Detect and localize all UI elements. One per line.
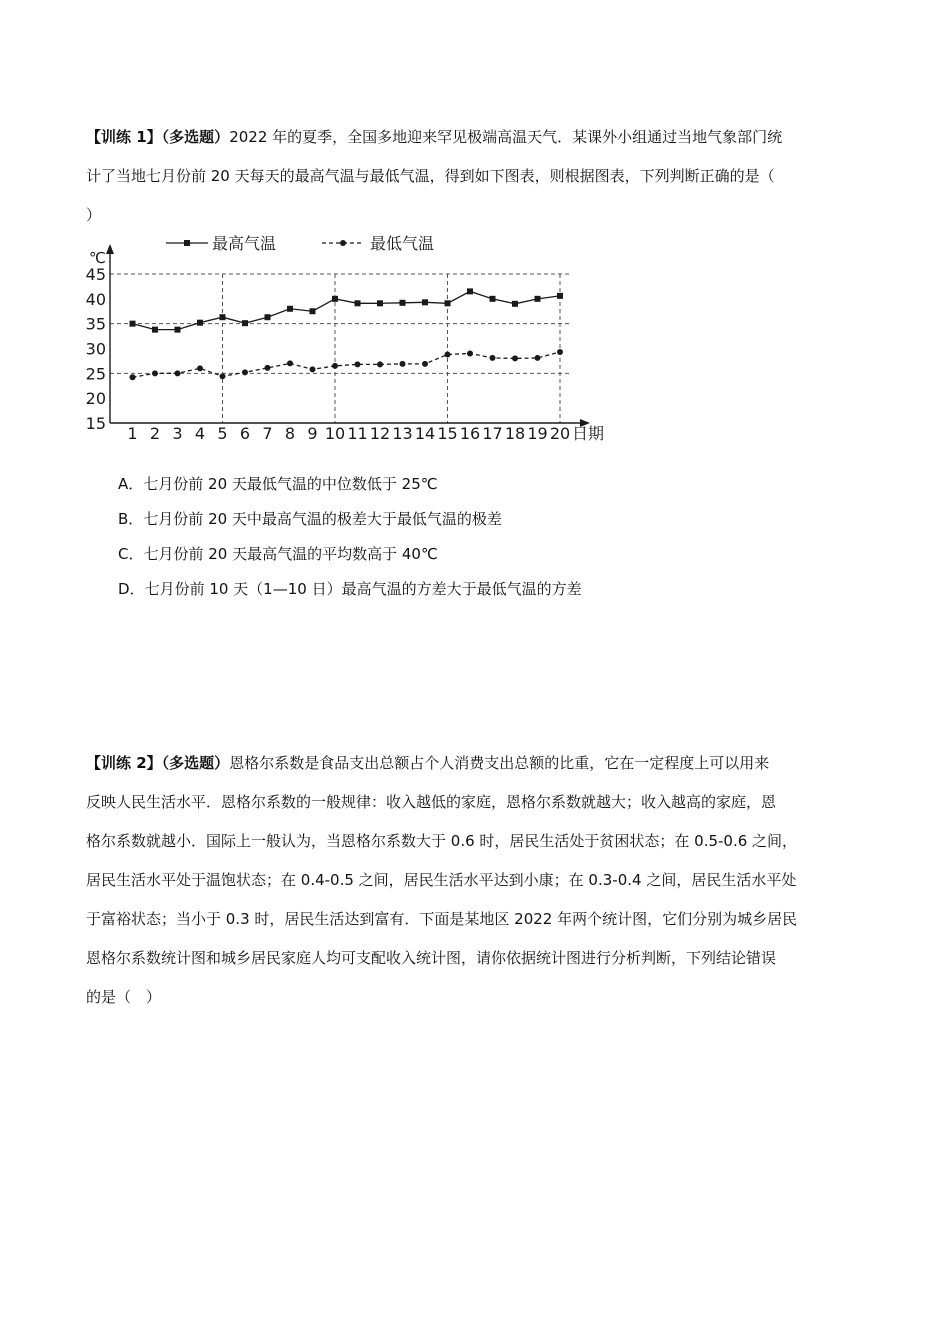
temperature-chart xyxy=(86,226,606,451)
x-tick-label-16: 16 xyxy=(459,424,481,443)
question-2-tag: （多选题） xyxy=(161,754,230,772)
series-2-point-15 xyxy=(445,351,451,357)
question-1-line-3: ） xyxy=(86,206,102,224)
x-tick-label-14: 14 xyxy=(414,424,436,443)
question-1-label: 【训练 1】 xyxy=(86,128,162,146)
question-2-line-4: 居民生活水平处于温饱状态；在 0.4-0.5 之间，居民生活水平达到小康；在 0.3-0.4 之间，居民生活水平处 xyxy=(86,871,797,889)
question-2-stem xyxy=(86,744,866,1017)
question-2-text-1: 恩格尔系数是食品支出总额占个人消费支出总额的比重，它在一定程度上可以用来 xyxy=(229,754,770,772)
question-2-label: 【训练 2】 xyxy=(86,754,162,772)
y-axis-arrow xyxy=(106,244,114,254)
question-2-line-7: 的是（ ） xyxy=(86,988,162,1006)
x-tick-label-9: 9 xyxy=(307,424,318,443)
legend-marker-1 xyxy=(184,240,190,246)
series-2-point-9 xyxy=(310,366,316,372)
series-1-point-20 xyxy=(557,293,563,299)
option-c[interactable] xyxy=(118,537,818,572)
series-1-point-13 xyxy=(400,300,406,306)
x-tick-label-17: 17 xyxy=(482,424,503,443)
series-2-point-12 xyxy=(377,361,383,367)
question-2-line-6: 恩格尔系数统计图和城乡居民家庭人均可支配收入统计图，请你依据统计图进行分析判断，下列结论错误 xyxy=(86,949,777,967)
option-c-text: 七月份前 20 天最高气温的平均数高于 40℃ xyxy=(143,545,438,563)
y-tick-label-20: 20 xyxy=(86,389,106,409)
series-2-point-19 xyxy=(535,355,541,361)
question-1-line-2: 计了当地七月份前 20 天每天的最高气温与最低气温，得到如下图表，则根据图表，下列判断正确的是（ xyxy=(86,167,775,185)
x-tick-label-12: 12 xyxy=(369,424,391,443)
x-tick-label-19: 19 xyxy=(527,424,548,443)
question-1-options xyxy=(118,467,818,607)
series-2-point-11 xyxy=(355,361,361,367)
y-tick-label-30: 30 xyxy=(86,339,106,359)
temperature-chart-svg xyxy=(86,226,606,451)
y-tick-label-15: 15 xyxy=(86,414,106,433)
option-a-letter: A． xyxy=(118,475,144,493)
y-tick-label-45: 45 xyxy=(86,265,106,284)
series-1-point-14 xyxy=(422,299,428,305)
series-2-point-8 xyxy=(287,360,293,366)
legend-marker-2 xyxy=(340,240,346,246)
series-2-point-4 xyxy=(197,365,203,371)
y-tick-label-40: 40 xyxy=(86,289,106,309)
series-1-point-7 xyxy=(265,314,271,320)
question-2-line-2: 反映人民生活水平．恩格尔系数的一般规律：收入越低的家庭，恩格尔系数就越大；收入越高的家庭，恩 xyxy=(86,793,777,811)
question-2-line-1 xyxy=(86,744,866,783)
x-tick-label-18: 18 xyxy=(504,424,526,443)
series-1-point-19 xyxy=(535,296,541,302)
x-tick-label-3: 3 xyxy=(172,424,183,443)
option-a[interactable] xyxy=(118,467,818,502)
series-1-point-18 xyxy=(512,301,518,307)
question-2-line-3: 格尔系数就越小．国际上一般认为，当恩格尔系数大于 0.6 时，居民生活处于贫困状态；在 0.5-0.6 之间， xyxy=(86,832,798,850)
x-tick-label-13: 13 xyxy=(392,424,413,443)
series-1-point-1 xyxy=(130,321,136,327)
series-1-point-5 xyxy=(220,314,226,320)
option-a-text: 七月份前 20 天最低气温的中位数低于 25℃ xyxy=(143,475,438,493)
series-2-point-20 xyxy=(557,349,563,355)
series-1-point-16 xyxy=(467,288,473,294)
series-1-point-10 xyxy=(332,296,338,302)
series-2-point-2 xyxy=(152,370,158,376)
series-1-point-9 xyxy=(310,308,316,314)
option-d-letter: D． xyxy=(118,580,145,598)
x-tick-label-11: 11 xyxy=(347,424,368,443)
question-1-tag: （多选题） xyxy=(161,128,230,146)
x-tick-label-8: 8 xyxy=(284,424,296,443)
series-1-point-6 xyxy=(242,320,248,326)
series-1-point-2 xyxy=(152,327,158,333)
series-2-point-14 xyxy=(422,361,428,367)
series-2-point-10 xyxy=(332,363,338,369)
series-1-point-4 xyxy=(197,320,203,326)
x-tick-label-6: 6 xyxy=(239,424,251,443)
series-2-point-7 xyxy=(265,365,271,371)
option-d[interactable] xyxy=(118,572,818,607)
x-tick-label-4: 4 xyxy=(194,424,206,443)
series-1-point-17 xyxy=(490,296,496,302)
legend-label-2: 最低气温 xyxy=(370,234,435,253)
series-2-point-18 xyxy=(512,355,518,361)
question-1-line-1 xyxy=(86,118,866,157)
y-tick-label-35: 35 xyxy=(86,314,106,334)
series-1-point-3 xyxy=(175,327,181,333)
x-axis-label: 日期 xyxy=(572,424,605,443)
x-tick-label-7: 7 xyxy=(262,424,273,443)
series-2-point-1 xyxy=(130,374,136,380)
question-1-stem xyxy=(86,118,866,235)
x-tick-label-20: 20 xyxy=(549,424,571,443)
series-1-point-15 xyxy=(445,300,451,306)
series-1-point-12 xyxy=(377,300,383,306)
series-2-point-3 xyxy=(175,370,181,376)
series-2-point-13 xyxy=(400,361,406,367)
legend-label-1: 最高气温 xyxy=(212,234,277,253)
y-tick-label-25: 25 xyxy=(86,364,106,384)
series-1-point-11 xyxy=(355,300,361,306)
question-1-text-1: 2022 年的夏季，全国多地迎来罕见极端高温天气．某课外小组通过当地气象部门统 xyxy=(229,128,783,146)
x-tick-label-15: 15 xyxy=(437,424,458,443)
series-2-point-17 xyxy=(490,355,496,361)
option-b[interactable] xyxy=(118,502,818,537)
series-2-point-5 xyxy=(220,373,226,379)
series-1-point-8 xyxy=(287,306,293,312)
option-b-text: 七月份前 20 天中最高气温的极差大于最低气温的极差 xyxy=(143,510,502,528)
x-tick-label-1: 1 xyxy=(127,424,138,443)
option-b-letter: B． xyxy=(118,510,144,528)
question-2-line-5: 于富裕状态；当小于 0.3 时，居民生活达到富有．下面是某地区 2022 年两个统计图，它们分别为城乡居民 xyxy=(86,910,798,928)
x-tick-label-2: 2 xyxy=(149,424,161,443)
y-axis-label: ℃ xyxy=(89,249,106,267)
series-2-point-6 xyxy=(242,369,248,375)
series-2-point-16 xyxy=(467,350,473,356)
x-tick-label-5: 5 xyxy=(217,424,228,443)
x-tick-label-10: 10 xyxy=(324,424,346,443)
option-c-letter: C． xyxy=(118,545,144,563)
option-d-text: 七月份前 10 天（1—10 日）最高气温的方差大于最低气温的方差 xyxy=(144,580,582,598)
